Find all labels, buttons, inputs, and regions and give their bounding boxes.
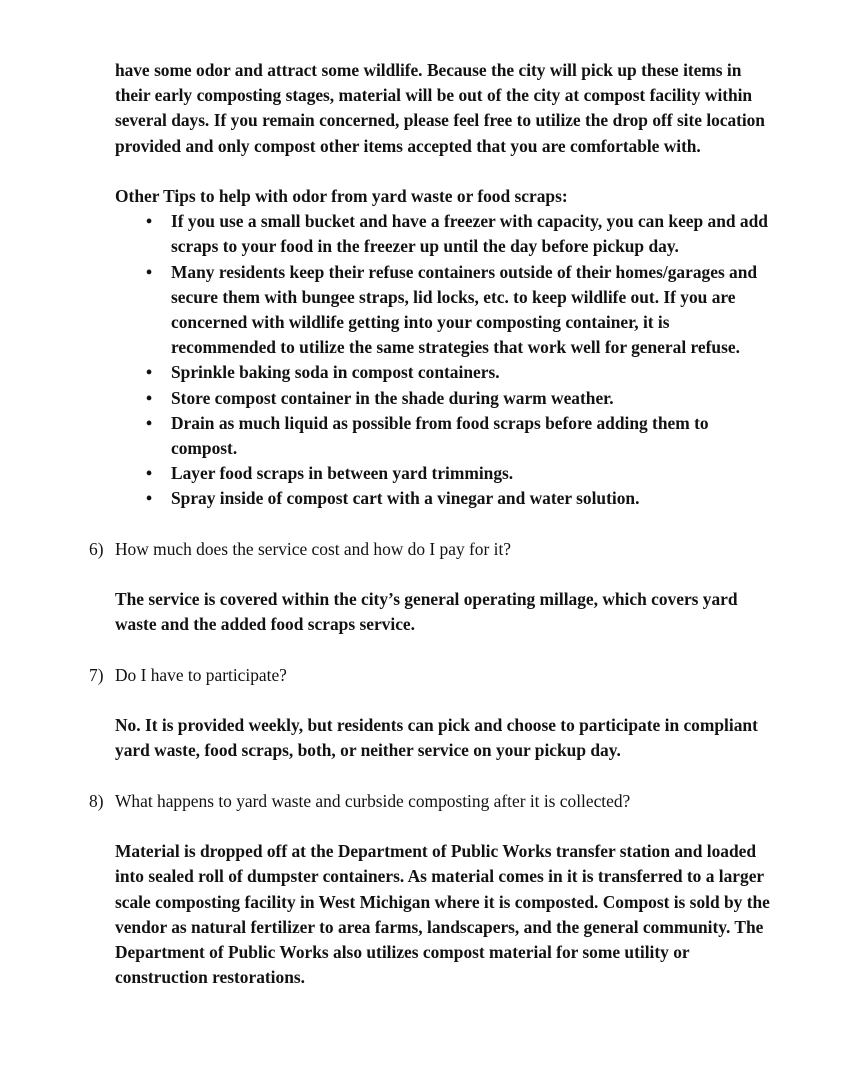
faq-answer: No. It is provided weekly, but residents can pick and choose to participate in compliant yard waste, food scraps, both, or neither service on your pickup day. xyxy=(115,715,758,761)
faq-question xyxy=(89,789,777,814)
paragraph-spacer xyxy=(115,159,777,184)
list-item xyxy=(115,260,777,361)
faq-question-text: What happens to yard waste and curbside composting after it is collected? xyxy=(115,790,631,811)
list-item xyxy=(115,360,777,385)
bullet-icon: • xyxy=(146,488,153,509)
list-item-text: If you use a small bucket and have a freezer with capacity, you can keep and add scraps to your food in the freezer up until the day before pickup day. xyxy=(171,211,768,257)
list-item-text: Layer food scraps in between yard trimmings. xyxy=(171,463,514,484)
section-spacer xyxy=(115,638,777,663)
faq-answer: Material is dropped off at the Department of Public Works transfer station and loaded into sealed roll of dumpster containers. As material comes in it is transferred to a larger scale composting facility in West Michigan where it is composted. Compost is sold by the vendor as natural fertilizer to area farms, landscapers, and the general community. The Department of Public Works also utilizes compost material for some utility or construction restorations. xyxy=(115,841,770,988)
faq-number: 6) xyxy=(89,538,104,559)
tips-bullet-list xyxy=(115,209,777,511)
bullet-icon: • xyxy=(146,387,153,408)
faq-question xyxy=(89,663,777,688)
faq-entry-6 xyxy=(89,537,777,638)
faq-answer: The service is covered within the city’s general operating millage, which covers yard waste and the added food scraps service. xyxy=(115,589,738,635)
faq-number: 8) xyxy=(89,790,104,811)
list-item xyxy=(115,461,777,486)
tips-heading: Other Tips to help with odor from yard waste or food scraps: xyxy=(115,186,568,206)
list-item xyxy=(115,386,777,411)
faq-entry-8 xyxy=(89,789,777,991)
list-item xyxy=(115,209,777,259)
intro-paragraph: have some odor and attract some wildlife. Because the city will pick up these items in their early composting stages, material will be out of the city at compost facility within several days. If you remain concerned, please feel free to utilize the drop off site location provided and only compost other items accepted that you are comfortable with. xyxy=(115,60,765,156)
section-spacer xyxy=(115,764,777,789)
faq-entry-7 xyxy=(89,663,777,764)
faq-question-text: How much does the service cost and how do I pay for it? xyxy=(115,538,512,559)
faq-question-text: Do I have to participate? xyxy=(115,664,287,685)
list-item-text: Sprinkle baking soda in compost containers. xyxy=(171,362,500,383)
bullet-icon: • xyxy=(146,261,153,282)
list-item-text: Many residents keep their refuse containers outside of their homes/garages and secure them with bungee straps, lid locks, etc. to keep wildlife out. If you are concerned with wildlife getting into your composting container, it is recommended to utilize the same strategies that work well for general refuse. xyxy=(171,261,758,358)
list-item-text: Drain as much liquid as possible from food scraps before adding them to compost. xyxy=(171,412,709,459)
list-item xyxy=(115,486,777,511)
faq-number: 7) xyxy=(89,664,104,685)
bullet-icon: • xyxy=(146,211,153,232)
section-spacer xyxy=(115,512,777,537)
list-item-text: Spray inside of compost cart with a vinegar and water solution. xyxy=(171,488,640,509)
bullet-icon: • xyxy=(146,463,153,484)
qa-spacer xyxy=(115,814,777,839)
bullet-icon: • xyxy=(146,412,153,433)
bullet-icon: • xyxy=(146,362,153,383)
qa-spacer xyxy=(115,562,777,587)
list-item xyxy=(115,411,777,461)
qa-spacer xyxy=(115,688,777,713)
document-body xyxy=(89,58,777,990)
list-item-text: Store compost container in the shade during warm weather. xyxy=(171,387,614,408)
faq-question xyxy=(89,537,777,562)
